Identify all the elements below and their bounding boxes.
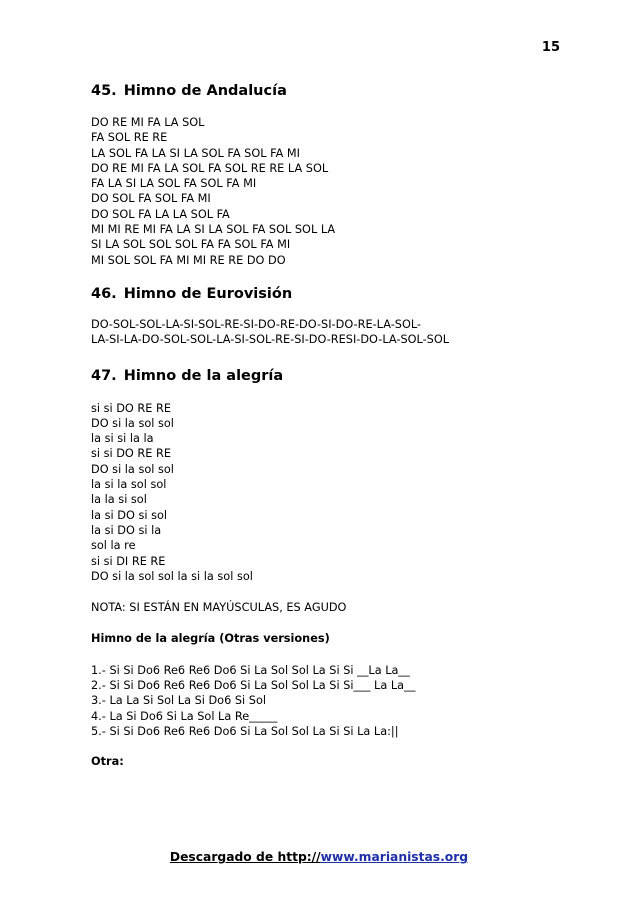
notes-line: sol la re [91, 539, 136, 553]
version-line: 3.- La La Si Sol La Si Do6 Si Sol [91, 694, 266, 708]
notes-list [91, 317, 571, 348]
note-text: NOTA: SI ESTÁN EN MAYÚSCULAS, ES AGUDO [91, 601, 347, 615]
notes-line: la si si la la [91, 432, 154, 446]
notes-line: si si DO RE RE [91, 401, 171, 415]
notes-line: DO RE MI FA LA SOL [91, 116, 205, 129]
versions-list [91, 663, 571, 739]
notes-line: si si DI RE RE [91, 554, 166, 568]
section-himno-alegria [91, 367, 571, 770]
notes-line: FA SOL RE RE [91, 131, 168, 145]
notes-line: la si la sol sol [91, 478, 167, 492]
section-number: 46. [91, 285, 117, 302]
footer-prefix: Descargado de http:// [169, 850, 321, 864]
page-content [91, 82, 571, 770]
notes-line: MI MI RE MI FA LA SI LA SOL FA SOL SOL LA [91, 223, 336, 237]
section-heading [91, 82, 571, 100]
notes-line: FA LA SI LA SOL FA SOL FA MI [91, 177, 257, 191]
version-line: 5.- Si Si Do6 Re6 Re6 Do6 Si La Sol Sol La Si Si La La:|| [91, 724, 399, 738]
notes-line: LA SOL FA LA SI LA SOL FA SOL FA MI [91, 146, 300, 160]
footer-link[interactable]: www.marianistas.org [320, 850, 469, 864]
section-himno-eurovision [91, 285, 571, 348]
versions-heading: Himno de la alegría (Otras versiones) [91, 632, 330, 646]
notes-line: DO si la sol sol [91, 462, 174, 476]
notes-line: LA-SI-LA-DO-SOL-SOL-LA-SI-SOL-RE-SI-DO-RESI-DO-LA-SOL-SOL [91, 333, 450, 347]
page-number: 15 [541, 40, 560, 55]
footer [0, 849, 638, 865]
notes-line: DO SOL FA SOL FA MI [91, 192, 211, 206]
notes-line: la la si sol [91, 493, 147, 507]
notes-line: DO SOL FA LA LA SOL FA [91, 207, 230, 221]
section-title: Himno de Andalucía [123, 83, 287, 99]
section-title: Himno de la alegría [123, 367, 284, 384]
notes-line: la si DO si sol [91, 508, 168, 522]
notes-line: MI SOL SOL FA MI MI RE RE DO DO [91, 253, 286, 267]
section-heading [91, 285, 571, 303]
section-heading [91, 367, 571, 385]
notes-line: la si DO si la [91, 523, 162, 537]
section-number: 47. [91, 367, 117, 384]
notes-line: DO si la sol sol la si la sol sol [91, 569, 253, 583]
notes-list [91, 115, 571, 268]
notes-line: si si DO RE RE [91, 447, 171, 461]
notes-line: SI LA SOL SOL SOL FA FA SOL FA MI [91, 238, 291, 252]
version-line: 1.- Si Si Do6 Re6 Re6 Do6 Si La Sol Sol La Si Si __La La__ [91, 663, 410, 677]
section-title: Himno de Eurovisión [123, 285, 293, 302]
notes-list [91, 401, 571, 585]
version-line: 2.- Si Si Do6 Re6 Re6 Do6 Si La Sol Sol La Si Si___ La La__ [91, 679, 416, 693]
version-line: 4.- La Si Do6 Si La Sol La Re_____ [91, 709, 278, 723]
otra-label: Otra: [91, 755, 124, 769]
notes-line: DO RE MI FA LA SOL FA SOL RE RE LA SOL [91, 161, 329, 175]
section-number: 45. [91, 83, 117, 99]
notes-line: DO si la sol sol [91, 416, 174, 430]
notes-line: DO-SOL-SOL-LA-SI-SOL-RE-SI-DO-RE-DO-SI-DO-RE-LA-SOL- [91, 317, 422, 331]
section-himno-andalucia [91, 82, 571, 268]
